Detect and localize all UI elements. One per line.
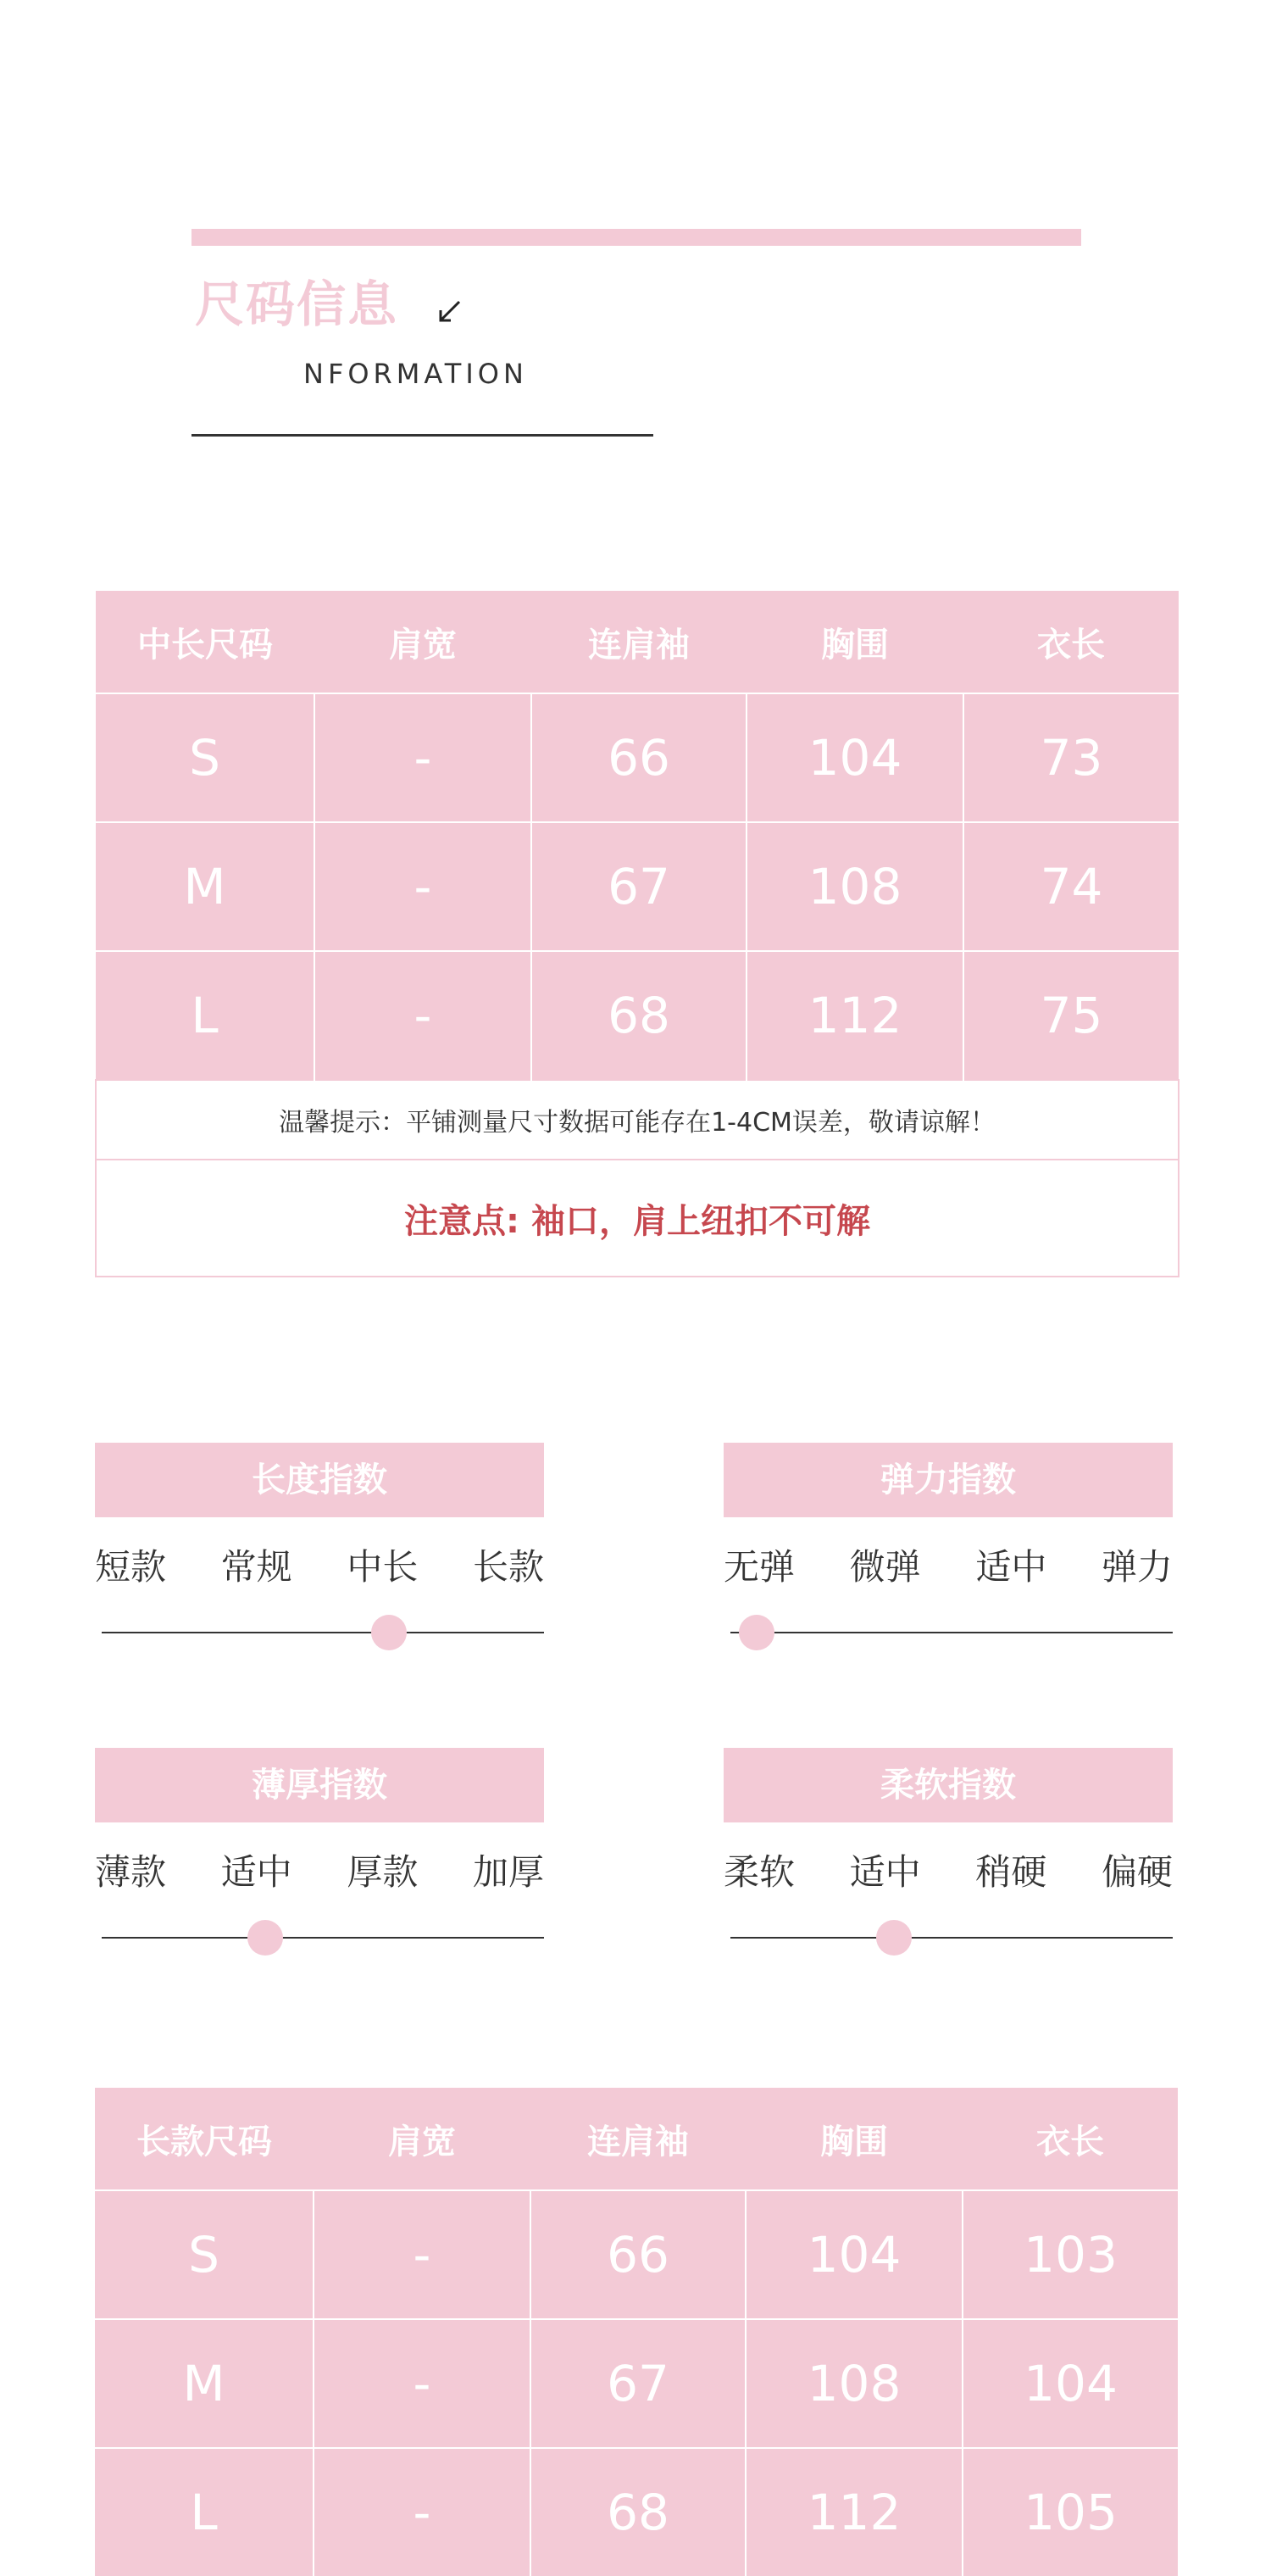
table-cell: L xyxy=(96,951,314,1080)
table-cell: 66 xyxy=(530,2190,746,2319)
index-slider-knob xyxy=(739,1615,774,1650)
table-cell: 112 xyxy=(746,2448,963,2576)
index-option: 无弹 xyxy=(724,1546,796,1588)
index-option: 长款 xyxy=(472,1546,544,1588)
softness-index xyxy=(724,1748,1173,1960)
thickness-index xyxy=(95,1748,544,1960)
table-cell: S xyxy=(95,2190,314,2319)
table-cell: - xyxy=(314,693,531,822)
table-header-row xyxy=(95,2088,1178,2190)
index-options xyxy=(724,1546,1173,1588)
table-row xyxy=(95,2448,1178,2576)
table-row xyxy=(95,2190,1178,2319)
table-row xyxy=(96,951,1179,1080)
table-row xyxy=(96,693,1179,822)
table-header-cell: 中长尺码 xyxy=(96,591,314,693)
index-option: 加厚 xyxy=(472,1851,544,1893)
table-header-cell: 胸围 xyxy=(747,591,963,693)
table-cell: 105 xyxy=(963,2448,1178,2576)
index-option: 短款 xyxy=(95,1546,167,1588)
section-subtitle: NFORMATION xyxy=(303,358,528,390)
table-cell: 104 xyxy=(963,2319,1178,2448)
index-options xyxy=(724,1851,1173,1894)
index-option: 厚款 xyxy=(347,1851,419,1893)
table-cell: 104 xyxy=(746,2190,963,2319)
index-option: 适中 xyxy=(849,1851,921,1893)
table-cell: 68 xyxy=(530,2448,746,2576)
index-slider-track xyxy=(730,1632,1173,1633)
index-option: 中长 xyxy=(347,1546,419,1588)
index-title: 弹力指数 xyxy=(724,1443,1173,1517)
length-index xyxy=(95,1443,544,1655)
index-option: 适中 xyxy=(220,1851,292,1893)
table-cell: - xyxy=(314,2448,530,2576)
arrow-down-left-icon xyxy=(432,295,466,329)
table-cell: 104 xyxy=(747,693,963,822)
table-cell: 67 xyxy=(530,2319,746,2448)
table-cell: 103 xyxy=(963,2190,1178,2319)
table-cell: 67 xyxy=(531,822,747,951)
table-cell: 75 xyxy=(963,951,1179,1080)
attention-note: 注意点: 袖口，肩上纽扣不可解 xyxy=(96,1160,1179,1277)
table-row xyxy=(95,2319,1178,2448)
table-cell: 74 xyxy=(963,822,1179,951)
index-slider-track xyxy=(102,1937,544,1939)
table-cell: - xyxy=(314,951,531,1080)
index-options xyxy=(95,1851,544,1894)
measurement-tip: 温馨提示：平铺测量尺寸数据可能存在1-4CM误差，敬请谅解！ xyxy=(96,1080,1179,1160)
size-table-long xyxy=(95,2088,1178,2576)
elasticity-index xyxy=(724,1443,1173,1655)
table-header-cell: 肩宽 xyxy=(314,591,531,693)
table-header-cell: 长款尺码 xyxy=(95,2088,314,2190)
table-cell: M xyxy=(95,2319,314,2448)
note-row xyxy=(96,1160,1179,1277)
table-cell: L xyxy=(95,2448,314,2576)
table-cell: 73 xyxy=(963,693,1179,822)
table-cell: M xyxy=(96,822,314,951)
table-header-cell: 衣长 xyxy=(963,2088,1178,2190)
index-option: 常规 xyxy=(220,1546,292,1588)
table-cell: - xyxy=(314,822,531,951)
index-option: 柔软 xyxy=(724,1851,796,1893)
header-top-bar xyxy=(191,229,1081,246)
index-option: 稍硬 xyxy=(975,1851,1047,1893)
table-header-cell: 连肩袖 xyxy=(530,2088,746,2190)
index-slider-knob xyxy=(371,1615,407,1650)
table-header-cell: 连肩袖 xyxy=(531,591,747,693)
index-title: 柔软指数 xyxy=(724,1748,1173,1822)
tip-row xyxy=(96,1080,1179,1160)
table-cell: 68 xyxy=(531,951,747,1080)
table-cell: 112 xyxy=(747,951,963,1080)
table-cell: 66 xyxy=(531,693,747,822)
table-cell: S xyxy=(96,693,314,822)
index-option: 偏硬 xyxy=(1101,1851,1173,1893)
section-title: 尺码信息 xyxy=(195,275,399,333)
index-slider-knob xyxy=(876,1920,912,1956)
table-cell: 108 xyxy=(746,2319,963,2448)
index-slider-track xyxy=(102,1632,544,1633)
size-table-mid-length xyxy=(95,591,1179,1277)
table-header-cell: 衣长 xyxy=(963,591,1179,693)
index-option: 微弹 xyxy=(849,1546,921,1588)
header-underline xyxy=(191,434,653,437)
table-header-cell: 胸围 xyxy=(746,2088,963,2190)
table-cell: - xyxy=(314,2319,530,2448)
table-header-row xyxy=(96,591,1179,693)
table-header-cell: 肩宽 xyxy=(314,2088,530,2190)
index-options xyxy=(95,1546,544,1588)
index-slider-knob xyxy=(247,1920,283,1956)
table-row xyxy=(96,822,1179,951)
index-option: 适中 xyxy=(975,1546,1047,1588)
index-title: 长度指数 xyxy=(95,1443,544,1517)
index-option: 薄款 xyxy=(95,1851,167,1893)
table-cell: - xyxy=(314,2190,530,2319)
table-cell: 108 xyxy=(747,822,963,951)
index-slider-track xyxy=(730,1937,1173,1939)
index-title: 薄厚指数 xyxy=(95,1748,544,1822)
index-option: 弹力 xyxy=(1101,1546,1173,1588)
